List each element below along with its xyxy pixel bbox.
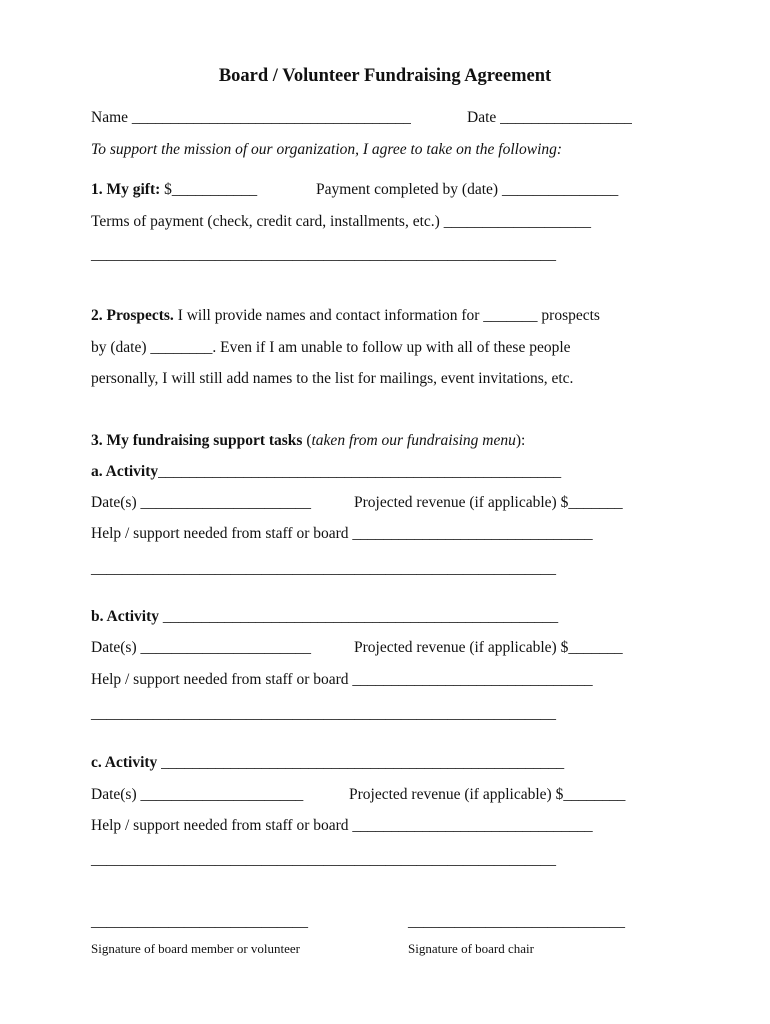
prospects-line-2: by (date) ________. Even if I am unable to follow up with all of these people — [91, 339, 571, 356]
activity-b-field[interactable]: ___________________________________________________ — [159, 608, 559, 625]
tasks-heading: 3. My fundraising support tasks (taken from our fundraising menu): — [91, 432, 526, 449]
activity-a-help-field[interactable]: Help / support needed from staff or board _______________________________ — [91, 525, 593, 542]
volunteer-signature-line[interactable]: ____________________________ — [91, 913, 308, 930]
date-field[interactable]: Date _________________ — [467, 109, 632, 126]
activity-b-label: b. Activity — [91, 608, 160, 625]
activity-c-revenue-field[interactable]: Projected revenue (if applicable) $________ — [349, 786, 626, 803]
volunteer-signature-label: Signature of board member or volunteer — [91, 941, 301, 956]
prospects-heading: 2. Prospects. — [91, 307, 174, 324]
activity-a-dates-field[interactable]: Date(s) ______________________ — [91, 494, 311, 511]
payment-completed-field[interactable]: Payment completed by (date) _______________ — [316, 181, 619, 198]
activity-b-dates-field[interactable]: Date(s) ______________________ — [91, 639, 311, 656]
activity-b-help-field[interactable]: Help / support needed from staff or board _______________________________ — [91, 671, 593, 688]
activity-c-dates-field[interactable]: Date(s) _____________________ — [91, 786, 304, 803]
activity-b-blank-line[interactable]: ____________________________________________________________ — [91, 705, 556, 722]
activity-a-label: a. Activity — [91, 463, 159, 480]
activity-a-line — [91, 462, 561, 482]
prospects-line-1: 2. Prospects. I will provide names and contact information for _______ prospects — [91, 307, 600, 324]
payment-terms-field[interactable]: Terms of payment (check, credit card, installments, etc.) ___________________ — [91, 213, 591, 230]
activity-b-revenue-field[interactable]: Projected revenue (if applicable) $_______ — [354, 639, 623, 656]
page-title: Board / Volunteer Fundraising Agreement — [218, 66, 552, 86]
activity-c-line — [91, 753, 564, 773]
activity-c-help-field[interactable]: Help / support needed from staff or board _______________________________ — [91, 817, 593, 834]
gift-blank-line[interactable]: ____________________________________________________________ — [91, 246, 556, 263]
name-field[interactable]: Name ____________________________________ — [91, 109, 411, 126]
gift-amount-field[interactable]: $___________ — [160, 181, 258, 198]
activity-c-label: c. Activity — [91, 754, 158, 771]
activity-a-field[interactable]: ____________________________________________________ — [158, 463, 562, 480]
chair-signature-line[interactable]: ____________________________ — [408, 913, 625, 930]
activity-b-line — [91, 607, 558, 627]
activity-c-blank-line[interactable]: ____________________________________________________________ — [91, 851, 556, 868]
gift-heading: 1. My gift: — [91, 181, 161, 198]
activity-c-field[interactable]: ____________________________________________________ — [157, 754, 565, 771]
intro-text: To support the mission of our organization, I agree to take on the following: — [91, 141, 563, 158]
activity-a-blank-line[interactable]: ____________________________________________________________ — [91, 560, 556, 577]
gift-line — [91, 180, 257, 200]
activity-a-revenue-field[interactable]: Projected revenue (if applicable) $_______ — [354, 494, 623, 511]
chair-signature-label: Signature of board chair — [408, 941, 534, 956]
prospects-line-3: personally, I will still add names to the list for mailings, event invitations, etc. — [91, 370, 574, 387]
